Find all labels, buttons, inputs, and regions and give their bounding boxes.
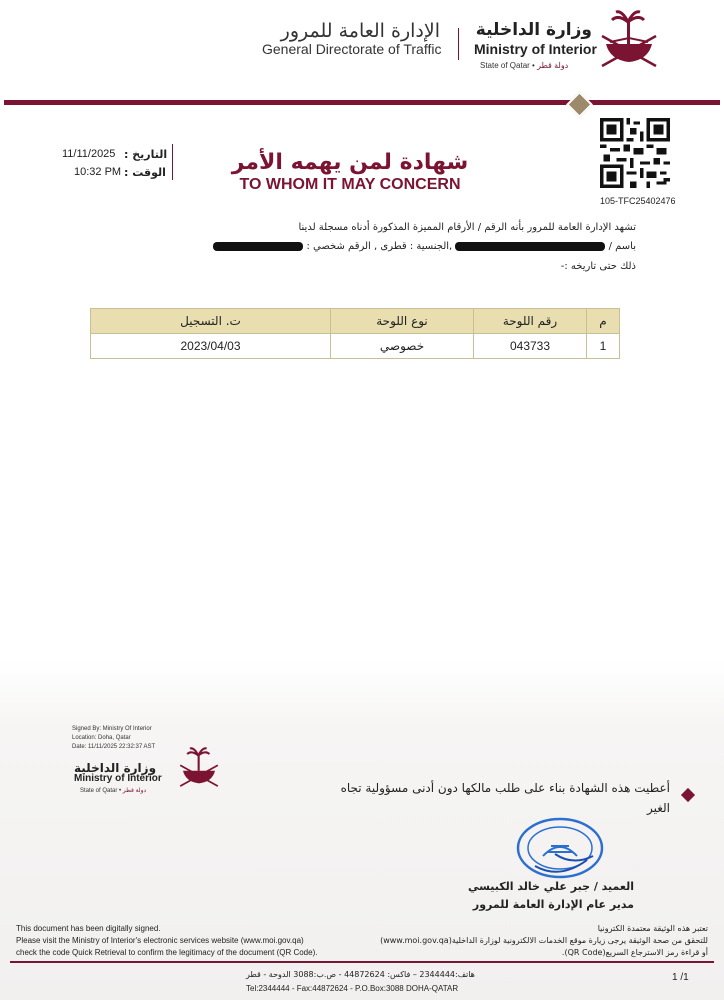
qr-code[interactable] [600,118,670,188]
ministry-name-en-small: Ministry of Interior [74,773,162,784]
footer-ar-line1: تعتبر هذه الوثيقة معتمدة الكترونيا [597,924,708,933]
address-en: Tel:2344444 - Fax:44872624 - P.O.Box:3088 DOHA-QATAR [246,984,459,993]
cell-plate-number: 043733 [474,334,587,359]
state-line: State of Qatar • دولة قطر [480,61,569,70]
signed-by: Signed By: Ministry Of Interior [72,726,152,732]
col-header-registration-date: ت. التسجيل [91,309,331,334]
table-header-row [91,309,620,334]
state-ar: دولة قطر [537,61,569,70]
validity-text: ذلك حتى تاريخه :- [560,261,636,272]
state-en: State of Qatar [480,61,530,70]
official-stamp-icon [515,816,605,880]
footer-rule [10,961,714,963]
issuance-disclaimer: أعطيت هذه الشهادة بناء على طلب مالكها دون أدنى مسؤولية تجاه الغير [340,781,670,815]
col-header-plate-number: رقم اللوحة [474,309,587,334]
page-number: 1 /1 [672,972,689,983]
footer-ar-line3: أو قراءة رمز الاسترجاع السريع(QR Code). [561,948,708,957]
directorate-name-ar: الإدارة العامة للمرور [280,20,440,42]
redacted-name [455,242,605,251]
address-ar: هاتف:2344444 – فاكس: 44872624 - ص.ب:3088 الدوحة - قطر [246,970,475,979]
footer-en-line3: check the code Quick Retrieval to confirm the legitimacy of the document (QR Code). [16,948,318,957]
cell-index: 1 [587,334,620,359]
certification-text: تشهد الإدارة العامة للمرور بأنه الرقم / الأرقام المميزة المذكورة أدناه مسجلة لدينا [298,222,636,233]
signature-location: Location: Doha, Qatar [72,735,131,741]
document-title-en: TO WHOM IT MAY CONCERN [239,176,461,193]
header-separator [458,28,459,60]
redacted-id [213,242,303,251]
owner-line [213,241,636,252]
signer-name: العميد / جبر علي خالد الكبيسي [467,880,634,893]
state-en-small: State of Qatar [80,788,118,794]
owner-details: ,الجنسية : قطرى , الرقم شخصي : [306,241,453,252]
diamond-ornament [566,91,593,118]
state-line-small: State of Qatar • دولة قطر [80,788,147,794]
signer-title: مدير عام الإدارة العامة للمرور [472,898,634,911]
footer-ar-line2: للتحقق من صحة الوثيقة يرجى زيارة موقع الخدمات الالكترونية لوزارة الداخلية(www.moi.gov.qa) [380,936,708,945]
ministry-name-ar-small: وزارة الداخلية [74,761,157,775]
document-title-ar: شهادة لمن يهمه الأمر [231,150,469,175]
ministry-name-en: Ministry of Interior [474,41,597,57]
col-header-plate-type: نوع اللوحة [331,309,474,334]
table-row [91,334,620,359]
cell-registration-date: 2023/04/03 [91,334,331,359]
signature-date: Date: 11/11/2025 22:32:37 AST [72,744,156,750]
directorate-name-en: General Directorate of Traffic [262,41,442,57]
time-label: الوقت : [124,166,166,179]
cell-plate-type: خصوصي [331,334,474,359]
header-rule [4,100,720,105]
footer-en-line2: Please visit the Ministry of Interior's electronic services website (www.moi.gov.qa) [16,936,304,945]
footer-en-line1: This document has been digitally signed. [16,924,161,933]
title-divider [172,144,173,180]
date-label: التاريخ : [124,148,168,161]
ministry-emblem-icon [596,8,662,72]
owner-name-prefix: باسم / [608,241,636,252]
document-reference: 105-TFC25402476 [600,196,676,206]
ministry-name-ar: وزارة الداخلية [475,20,592,40]
time-value: 10:32 PM [74,166,122,178]
plates-table [90,308,620,359]
date-value: 11/11/2025 [62,148,116,160]
ministry-emblem-small-icon [176,742,222,794]
state-ar-small: دولة قطر [122,788,147,794]
col-header-index: م [587,309,620,334]
